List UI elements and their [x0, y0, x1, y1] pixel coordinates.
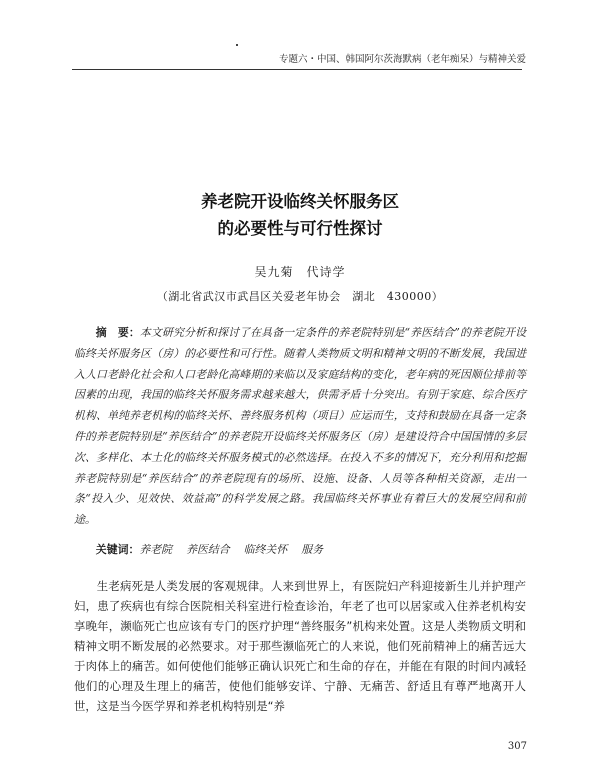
- title-line-2: 的必要性与可行性探讨: [217, 219, 383, 238]
- page-number: 307: [507, 741, 527, 752]
- abstract-label: 摘 要：: [95, 326, 140, 339]
- keyword-item: 养老院: [139, 543, 173, 556]
- keyword-item: 养医结合: [186, 543, 230, 556]
- abstract-text: 本文研究分析和探讨了在具备一定条件的养老院特别是“养医结合”的养老院开设临终关怀服务区（房）的必要性和可行性。随着人类物质文明和精神文明的不断发展，我国进入人口老龄化社会和人口老龄化高峰期的来临以及家庭结构的变化，老年病的死因顺位排前等因素的出现，我国的临终关怀服务需求越来越大，供需矛盾十分突出。有别于家庭、综合医疗机构、单纯养老机构的临终关怀、善终服务机构（项目）应运而生，支持和鼓励在具备一定条件的养老院特别是“养医结合”的养老院开设临终关怀服务区（房）是建设符合中国国情的多层次、多样化、本土化的临终关怀服务模式的必然选择。在投入不多的情况下，充分利用和挖掘养老院特别是“养医结合”的养老院现有的场所、设施、设备、人员等各种相关资源，走出一条“投入少、见效快、效益高”的科学发展之路。我国临终关怀事业有着巨大的发展空间和前途。: [74, 326, 526, 527]
- header-rule: [72, 69, 522, 70]
- author-affiliation: （湖北省武汉市武昌区关爱老年协会 湖北 430000）: [156, 290, 444, 303]
- body-paragraph: 生老病死是人类发展的客观规律。人来到世界上，有医院妇产科迎接新生儿并护理产妇，患了疾病也有综合医院相关科室进行检查诊治，年老了也可以居家或入住养老机构安享晚年，濒临死亡也应该有专门的医疗护理“善终服务”机构来处置。这是人类物质文明和精神文明不断发展的必然要求。对于那些濒临死亡的人来说，他们死前精神上的痛苦远大于肉体上的痛苦。如何使他们能够正确认识死亡和生命的存在，并能在有限的时间内减轻他们的心理及生理上的痛苦，使他们能够安详、宁静、无痛苦、舒适且有尊严地离开人世，这是当今医学界和养老机构特别是“养: [74, 579, 526, 713]
- keyword-item: 服务: [301, 543, 324, 556]
- abstract: [74, 323, 526, 531]
- keyword-item: 临终关怀: [243, 543, 288, 556]
- article-title: [0, 188, 600, 242]
- keywords-label: 关键词：: [95, 543, 140, 556]
- scan-speck: [236, 44, 238, 46]
- running-header: 专题六・中国、韩国阿尔茨海默病（老年痴呆）与精神关爱: [278, 54, 526, 65]
- author-list: 吴九菊 代诗学: [254, 265, 346, 279]
- keywords: [74, 541, 526, 557]
- title-line-1: 养老院开设临终关怀服务区: [201, 192, 399, 211]
